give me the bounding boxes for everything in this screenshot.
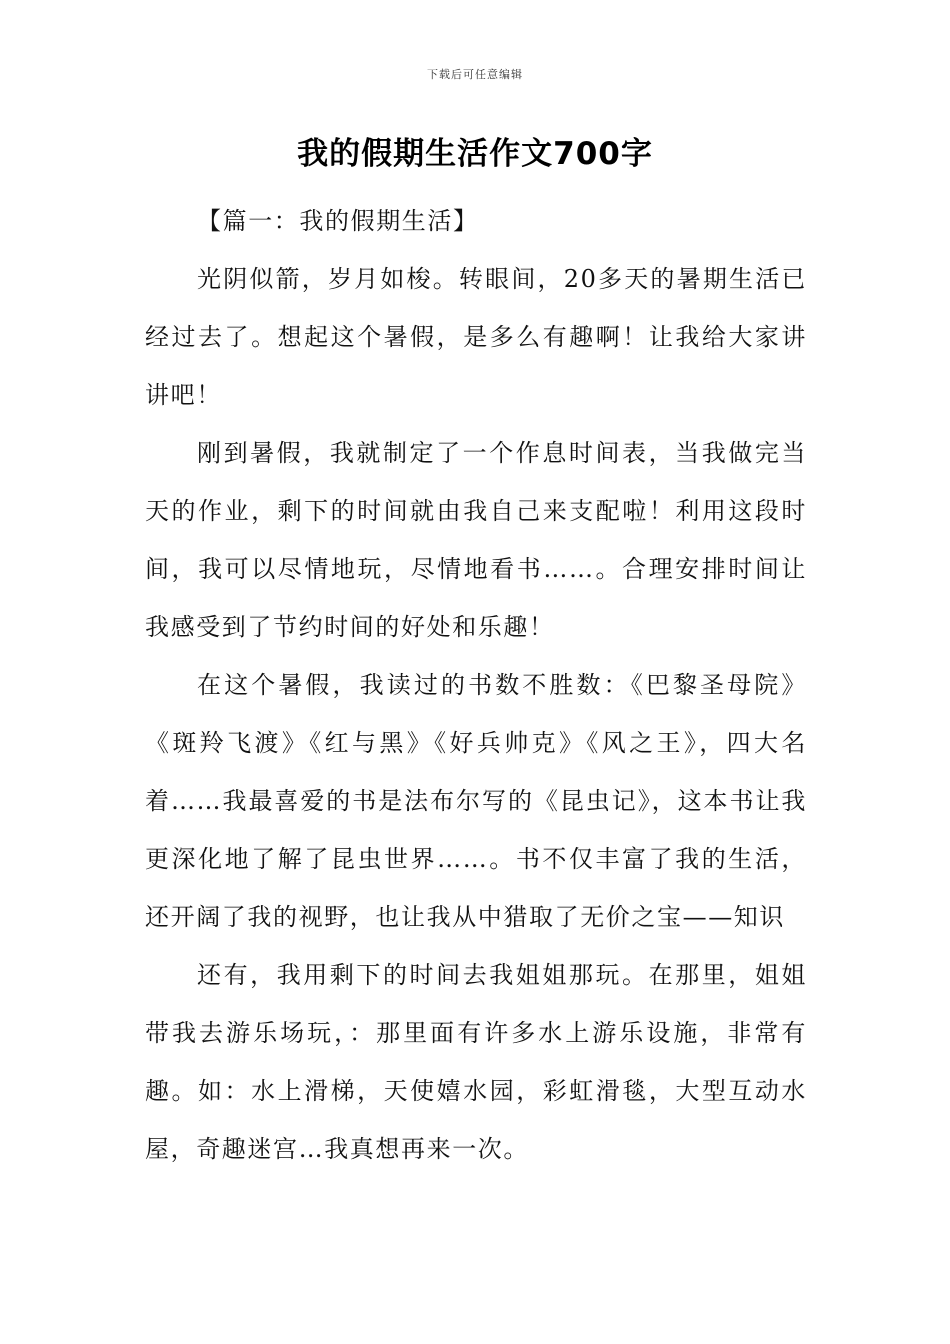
section-heading: 【篇一：我的假期生活】 [197,207,479,235]
paragraph: 还有，我用剩下的时间去我姐姐那玩。在那里，姐姐带我去游乐场玩，：那里面有许多水上游乐设施，非常有趣。如：水上滑梯，天使嬉水园，彩虹滑毯，大型互动水屋，奇趣迷宫…我真想再来一次。 [145,961,807,1163]
paragraph: 在这个暑假，我读过的书数不胜数：《巴黎圣母院》《斑羚飞渡》《红与黑》《好兵帅克》《风之王》，四大名着……我最喜爱的书是法布尔写的《昆虫记》，这本书让我更深化地了解了昆虫世界……。书不仅丰富了我的生活，还开阔了我的视野，也让我从中猎取了无价之宝——知识 [145,671,807,931]
document-body [145,192,807,1178]
document-title: 我的假期生活作文700字 [297,136,653,172]
header-note: 下载后可任意编辑 [427,68,523,81]
paragraph: 光阴似箭，岁月如梭。转眼间，20多天的暑期生活已经过去了。想起这个暑假，是多么有趣啊！让我给大家讲讲吧！ [145,265,807,409]
paragraph: 刚到暑假，我就制定了一个作息时间表，当我做完当天的作业，剩下的时间就由我自己来支配啦！利用这段时间，我可以尽情地玩，尽情地看书……。合理安排时间让我感受到了节约时间的好处和乐趣！ [145,439,807,641]
